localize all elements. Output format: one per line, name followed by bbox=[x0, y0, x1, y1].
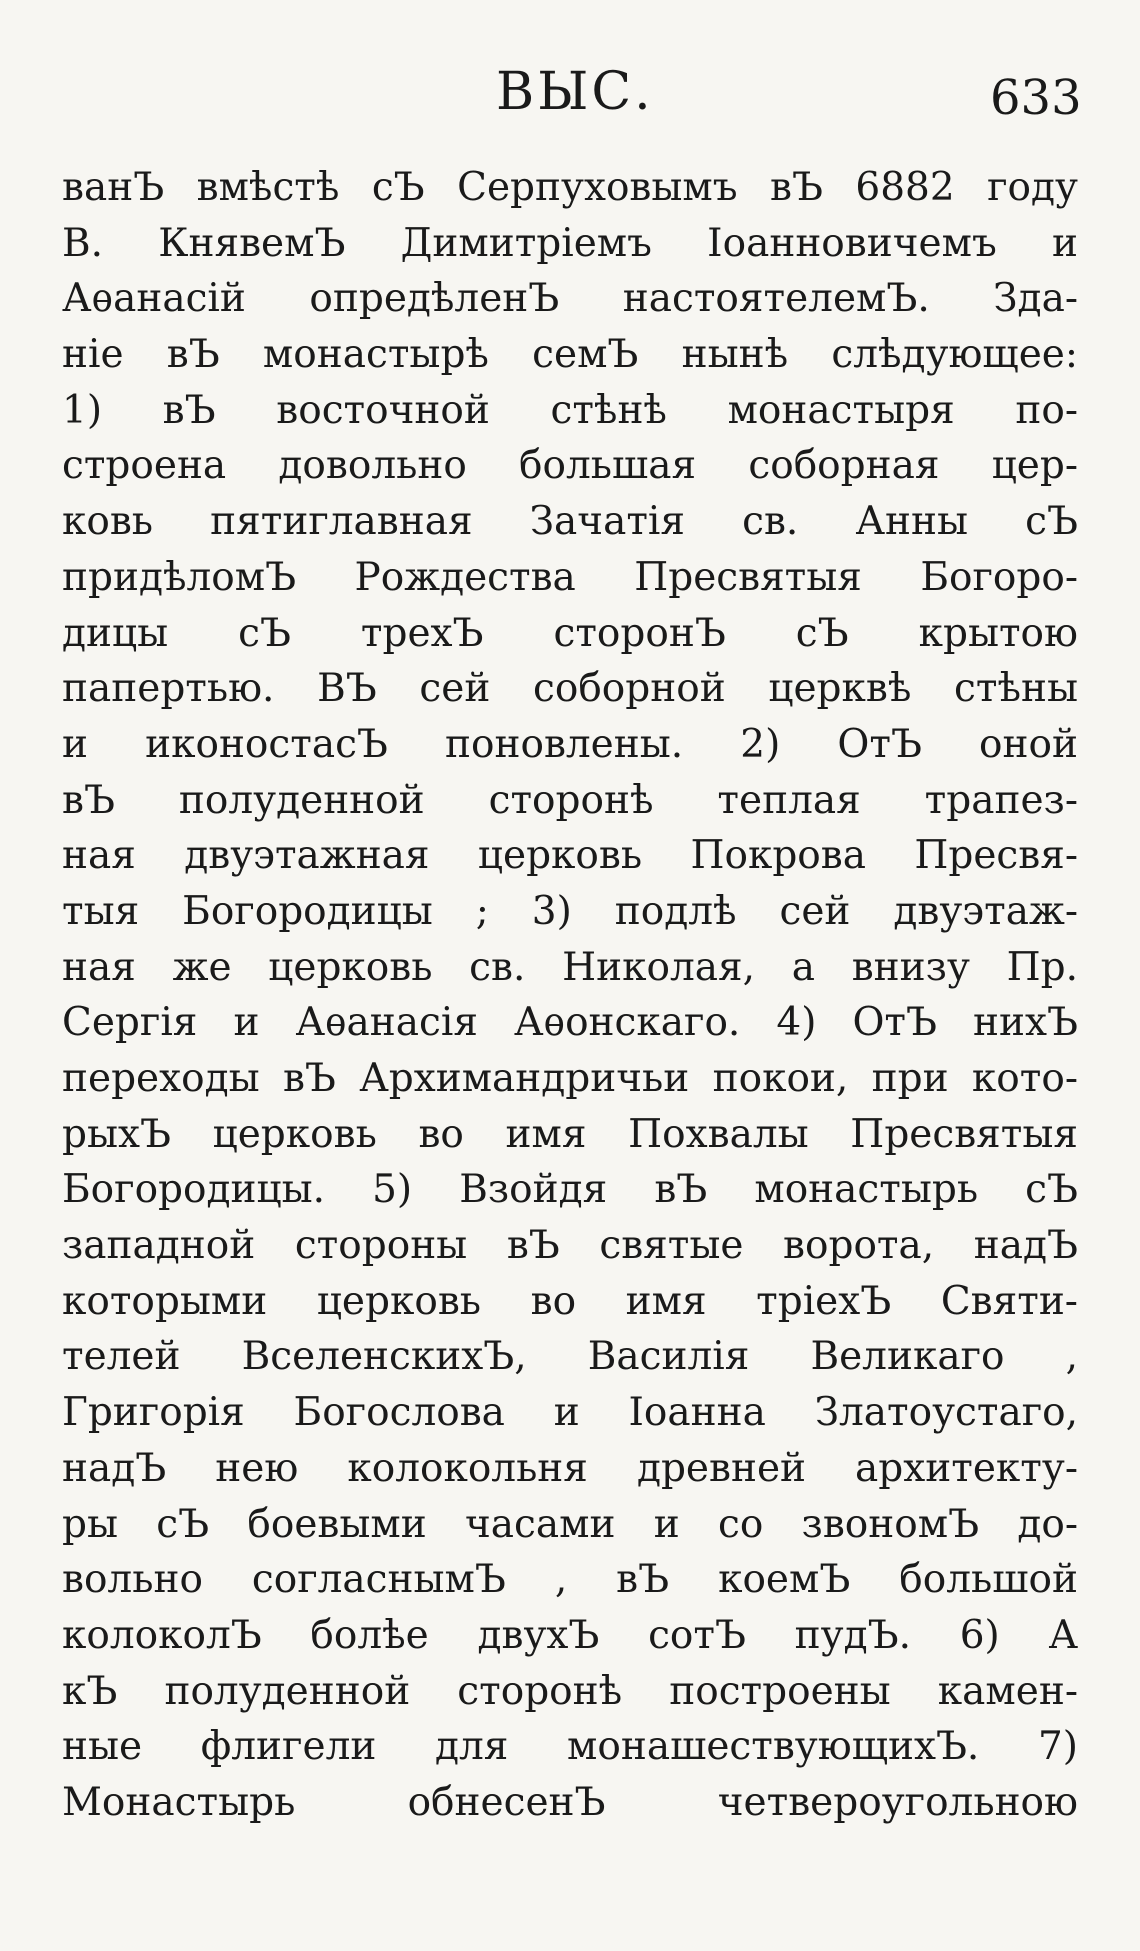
text-line: западной стороны вЪ святые ворота, надЪ bbox=[62, 1223, 1078, 1269]
text-line: придѣломЪ Рождества Пресвятыя Богоро- bbox=[62, 554, 1078, 600]
text-line: Сергія и Аѳанасія Аѳонскаго. 4) ОтЪ нихЪ bbox=[62, 1000, 1078, 1046]
text-line: переходы вЪ Архимандричьи покои, при кото- bbox=[62, 1056, 1078, 1101]
text-line: тыя Богородицы ; 3) подлѣ сей двуэтаж- bbox=[62, 888, 1078, 934]
text-line: телей ВселенскихЪ, Василія Великаго , bbox=[62, 1334, 1078, 1380]
text-line: В. КнявемЪ Димитріемъ Іоанновичемъ и bbox=[62, 220, 1078, 266]
text-line: ная двуэтажная церковь Покрова Пресвя- bbox=[62, 833, 1078, 879]
text-line: ковь пятиглавная Зачатія св. Анны сЪ bbox=[62, 499, 1078, 545]
text-line: колоколЪ болѣе двухЪ сотЪ пудЪ. 6) А bbox=[62, 1612, 1078, 1658]
text-line: и иконостасЪ поновлены. 2) ОтЪ оной bbox=[62, 721, 1078, 767]
text-line: строена довольно большая соборная цер- bbox=[62, 443, 1078, 489]
text-line: ніе вЪ монастырѣ семЪ нынѣ слѣдующее: bbox=[62, 332, 1078, 378]
text-line: Монастырь обнесенЪ четвероугольною bbox=[62, 1779, 1078, 1825]
text-line: кЪ полуденной сторонѣ построены камен- bbox=[62, 1668, 1078, 1714]
text-line: рыхЪ церковь во имя Похвалы Пресвятыя bbox=[62, 1111, 1078, 1157]
text-line: вЪ полуденной сторонѣ теплая трапез- bbox=[62, 777, 1078, 823]
text-line: которыми церковь во имя тріехЪ Святи- bbox=[62, 1278, 1078, 1324]
text-line: ванЪ вмѣстѣ сЪ Серпуховымъ вЪ 6882 году bbox=[62, 165, 1078, 210]
text-line: Аѳанасій опредѣленЪ настоятелемЪ. Зда- bbox=[62, 276, 1078, 322]
page-number: 633 bbox=[990, 70, 1082, 126]
text-line: ная же церковь св. Николая, а внизу Пр. bbox=[62, 944, 1078, 990]
text-line: Григорія Богослова и Іоанна Златоустаго, bbox=[62, 1390, 1078, 1436]
text-line: вольно согласнымЪ , вЪ коемЪ большой bbox=[62, 1557, 1078, 1603]
text-line: ры сЪ боевыми часами и со звономЪ до- bbox=[62, 1501, 1078, 1547]
text-line: Богородицы. 5) Взойдя вЪ монастырь сЪ bbox=[62, 1167, 1078, 1213]
text-line: ные флигели для монашествующихЪ. 7) bbox=[62, 1724, 1078, 1770]
text-line: папертью. ВЪ сей соборной церквѣ стѣны bbox=[62, 666, 1078, 712]
body-text bbox=[62, 160, 1078, 1831]
running-head-title: ВЫС. bbox=[496, 62, 654, 122]
running-head bbox=[0, 62, 1140, 126]
text-line: 1) вЪ восточной стѣнѣ монастыря по- bbox=[62, 387, 1078, 433]
text-line: дицы сЪ трехЪ сторонЪ сЪ крытою bbox=[62, 610, 1078, 656]
text-line: надЪ нею колокольня древней архитекту- bbox=[62, 1445, 1078, 1491]
